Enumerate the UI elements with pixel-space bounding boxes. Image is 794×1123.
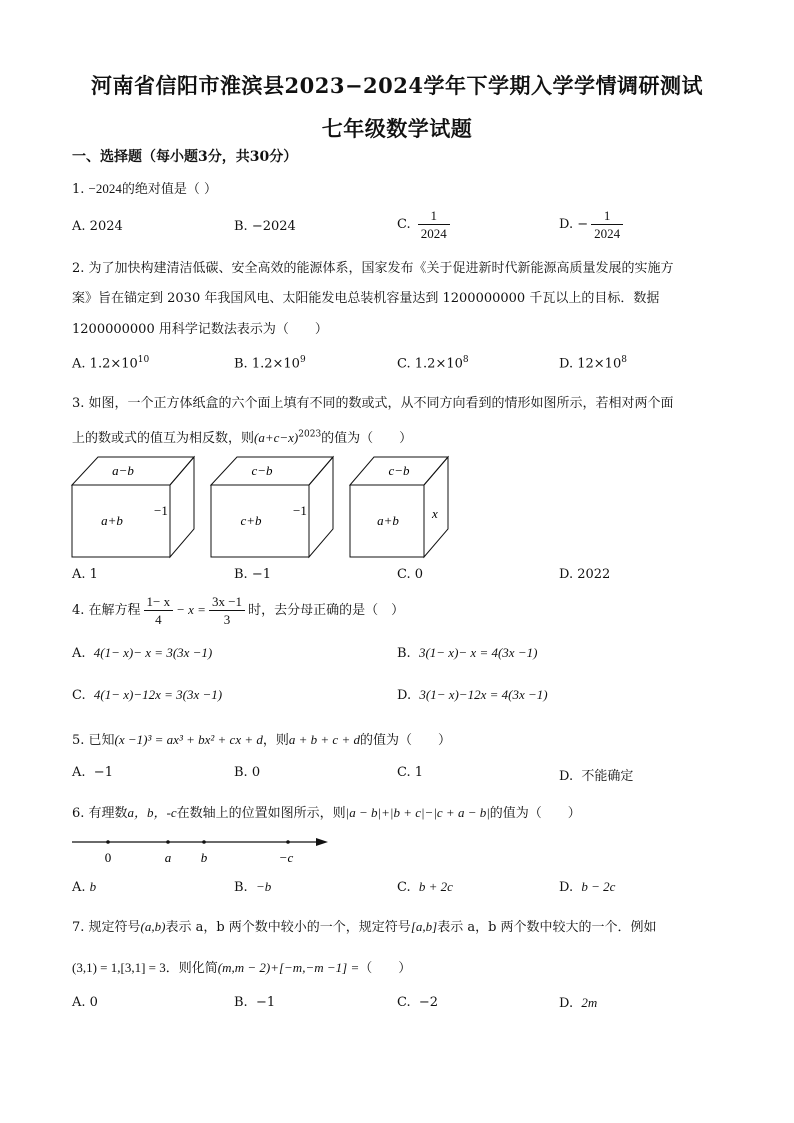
math-expression: [a,b] bbox=[410, 919, 438, 934]
cube-front-label: a+b bbox=[101, 513, 123, 528]
option-value: 2m bbox=[581, 995, 598, 1010]
option-value: 不能确定 bbox=[581, 769, 634, 784]
question-2-line1: 2. 为了加快构建清洁低碳、安全高效的能源体系，国家发布《关于促进新时代新能源高质量发展的实施方 bbox=[72, 261, 674, 276]
q6-option-b[interactable] bbox=[234, 879, 271, 895]
cube-side-label: −1 bbox=[293, 503, 307, 518]
option-label: B. bbox=[234, 356, 248, 372]
exponent: 9 bbox=[299, 355, 306, 365]
math-expression: −2024 bbox=[88, 181, 122, 196]
option-value: 1.2×10 bbox=[89, 356, 138, 372]
option-label: C. bbox=[397, 995, 411, 1010]
option-value: 2024 bbox=[89, 219, 123, 234]
question-text: 7. 规定符号 bbox=[72, 920, 141, 935]
question-text: 4. 在解方程 bbox=[72, 603, 141, 618]
question-text: ．则化简 bbox=[165, 961, 218, 976]
exponent: 10 bbox=[137, 355, 150, 365]
exponent: 2023 bbox=[298, 429, 322, 440]
math-expression: a，b，-c bbox=[127, 805, 177, 820]
fraction: $\frac{3x -1}{3}$ bbox=[209, 593, 245, 628]
option-value: −1 bbox=[93, 765, 113, 780]
cube-side-label: x bbox=[432, 506, 438, 521]
q4-option-c[interactable] bbox=[72, 687, 222, 703]
option-label: C. bbox=[72, 688, 86, 703]
option-value: 3(1− x)− x = 4(3x −1) bbox=[418, 645, 538, 660]
arrow-right-icon bbox=[316, 838, 328, 846]
fraction: $\frac{1}{2024}$ bbox=[591, 207, 623, 242]
option-value: −b bbox=[255, 879, 272, 894]
axis-label-a: a bbox=[164, 850, 172, 865]
option-label: B. bbox=[234, 880, 248, 895]
option-label: D. bbox=[559, 356, 574, 372]
q5-option-d[interactable] bbox=[559, 765, 633, 784]
q6-option-a[interactable] bbox=[72, 879, 96, 895]
option-label: C. bbox=[397, 217, 411, 232]
math-expression: (x −1)³ = ax³ + bx² + cx + d bbox=[114, 732, 263, 747]
q7-option-a[interactable]: A. 0 bbox=[72, 995, 98, 1010]
question-text: 表示 a，b 两个数中较大的一个．例如 bbox=[437, 920, 657, 935]
q4-option-b[interactable] bbox=[397, 645, 537, 661]
question-text: 的绝对值是（ ） bbox=[121, 182, 218, 197]
cube-3 bbox=[350, 457, 448, 557]
page-title: 河南省信阳市淮滨县2023−2024学年下学期入学学情调研测试 bbox=[91, 73, 703, 98]
fraction: $\frac{1}{2024}$ bbox=[418, 207, 450, 242]
question-text: 的值为（ ） bbox=[321, 431, 413, 446]
math-expression: |a − b|+|b + c|−|c + a − b| bbox=[345, 805, 490, 820]
axis-label-zero: 0 bbox=[104, 850, 112, 865]
exponent: 8 bbox=[621, 355, 627, 365]
question-text: 的值为（ ） bbox=[359, 733, 451, 748]
question-3-line2 bbox=[72, 427, 412, 446]
exponent: 8 bbox=[462, 355, 469, 365]
option-label: A. bbox=[72, 356, 86, 372]
math-expression: (3,1) = 1,[3,1] = 3 bbox=[72, 960, 166, 975]
question-text: 在数轴上的位置如图所示，则 bbox=[176, 806, 346, 821]
option-label: A. bbox=[72, 765, 86, 780]
option-value: 1.2×10 bbox=[251, 356, 300, 372]
cube-1 bbox=[72, 457, 194, 557]
q1-option-c[interactable] bbox=[397, 207, 453, 242]
axis-label-b: b bbox=[200, 850, 208, 865]
option-value: 12×10 bbox=[577, 356, 622, 372]
question-6 bbox=[72, 802, 581, 821]
option-value: −2 bbox=[418, 995, 439, 1010]
option-value: −1 bbox=[255, 995, 276, 1010]
question-5 bbox=[72, 729, 451, 748]
cube-2 bbox=[211, 457, 333, 557]
option-value: b bbox=[89, 879, 97, 894]
q2-option-a[interactable] bbox=[72, 355, 149, 371]
option-value: b + 2c bbox=[418, 879, 453, 894]
question-7-line1 bbox=[72, 916, 657, 935]
math-expression: a + b + c + d bbox=[288, 732, 360, 747]
option-label: D. bbox=[559, 217, 574, 232]
option-label: C. bbox=[397, 880, 411, 895]
q3-option-b[interactable]: B. −1 bbox=[234, 567, 271, 582]
q7-option-c[interactable] bbox=[397, 995, 438, 1010]
option-label: D. bbox=[559, 769, 574, 784]
question-text: 表示 a，b 两个数中较小的一个，规定符号 bbox=[165, 920, 411, 935]
q2-option-c[interactable] bbox=[397, 355, 469, 371]
q1-option-d[interactable] bbox=[559, 207, 626, 242]
option-label: C. bbox=[397, 356, 411, 372]
math-expression: (a,b) bbox=[140, 919, 166, 934]
math-expression: − x = bbox=[176, 602, 206, 617]
q4-option-d[interactable] bbox=[397, 687, 548, 703]
option-label: A. bbox=[72, 219, 86, 234]
question-text: 上的数或式的值互为相反数，则 bbox=[72, 431, 255, 446]
option-label: B. bbox=[234, 995, 248, 1010]
question-2-line3: 1200000000 用科学记数法表示为（ ） bbox=[72, 322, 328, 337]
question-text: 5. 已知 bbox=[72, 733, 115, 748]
cube-top-label: a−b bbox=[112, 463, 134, 478]
math-expression: (a+c−x) bbox=[254, 430, 299, 445]
q6-option-c[interactable] bbox=[397, 879, 453, 895]
option-label: A. bbox=[72, 880, 86, 895]
q1-option-a[interactable] bbox=[72, 219, 123, 234]
q5-option-b[interactable]: B. 0 bbox=[234, 765, 261, 780]
question-1 bbox=[72, 178, 217, 197]
question-text: 的值为（ ） bbox=[489, 806, 581, 821]
option-label: A. bbox=[72, 646, 86, 661]
q2-option-d[interactable] bbox=[559, 355, 627, 371]
axis-label-neg-c: −c bbox=[278, 850, 294, 865]
page-subtitle: 七年级数学试题 bbox=[321, 116, 473, 141]
question-7-line2 bbox=[72, 957, 411, 976]
q4-option-a[interactable] bbox=[72, 645, 212, 661]
cube-top-label: c−b bbox=[251, 463, 273, 478]
question-text: 时，去分母正确的是（ ） bbox=[248, 603, 405, 618]
question-number: 1. bbox=[72, 182, 85, 197]
minus-sign: − bbox=[577, 217, 589, 232]
option-label: B. bbox=[397, 646, 411, 661]
q5-option-a[interactable] bbox=[72, 765, 113, 780]
q3-option-c[interactable]: C. 0 bbox=[397, 567, 424, 582]
option-label: D. bbox=[397, 688, 412, 703]
option-value: 4(1− x)−12x = 3(3x −1) bbox=[93, 687, 223, 702]
option-label: D. bbox=[559, 880, 574, 895]
q7-option-d[interactable] bbox=[559, 995, 597, 1011]
option-value: 3(1− x)−12x = 4(3x −1) bbox=[419, 687, 548, 702]
q6-option-d[interactable] bbox=[559, 879, 615, 895]
question-2-line2: 案》旨在锚定到 2030 年我国风电、太阳能发电总装机容量达到 1200000000 千瓦以上的目标．数据 bbox=[72, 291, 660, 306]
option-label: D. bbox=[559, 996, 574, 1011]
question-text: （ ） bbox=[359, 961, 412, 976]
math-expression: (m,m − 2)+[−m,−m −1] = bbox=[217, 960, 360, 975]
q3-option-a[interactable]: A. 1 bbox=[72, 567, 98, 582]
cube-top-label: c−b bbox=[388, 463, 410, 478]
q5-option-c[interactable]: C. 1 bbox=[397, 765, 424, 780]
fraction: $\frac{1- x}{4}$ bbox=[144, 593, 174, 628]
option-value: 1.2×10 bbox=[414, 356, 463, 372]
q1-option-b[interactable] bbox=[234, 219, 296, 234]
q2-option-b[interactable] bbox=[234, 355, 306, 371]
option-value: −2024 bbox=[251, 219, 296, 234]
q7-option-b[interactable] bbox=[234, 995, 275, 1010]
question-4 bbox=[72, 593, 404, 628]
section-heading: 一、选择题（每小题3分，共30分） bbox=[72, 149, 298, 165]
question-text: ，则 bbox=[262, 733, 289, 748]
cube-front-label: a+b bbox=[377, 513, 399, 528]
number-line bbox=[70, 832, 340, 866]
option-value: 4(1− x)− x = 3(3x −1) bbox=[93, 645, 213, 660]
question-3-line1: 3. 如图，一个正方体纸盒的六个面上填有不同的数或式，从不同方向看到的情形如图所示，若相对两个面 bbox=[72, 396, 674, 411]
option-value: b − 2c bbox=[581, 879, 616, 894]
option-label: B. bbox=[234, 219, 248, 234]
question-text: 6. 有理数 bbox=[72, 806, 128, 821]
q3-option-d[interactable]: D. 2022 bbox=[559, 567, 611, 582]
cube-side-label: −1 bbox=[154, 503, 168, 518]
cube-figures bbox=[70, 455, 450, 560]
cube-front-label: c+b bbox=[240, 513, 262, 528]
